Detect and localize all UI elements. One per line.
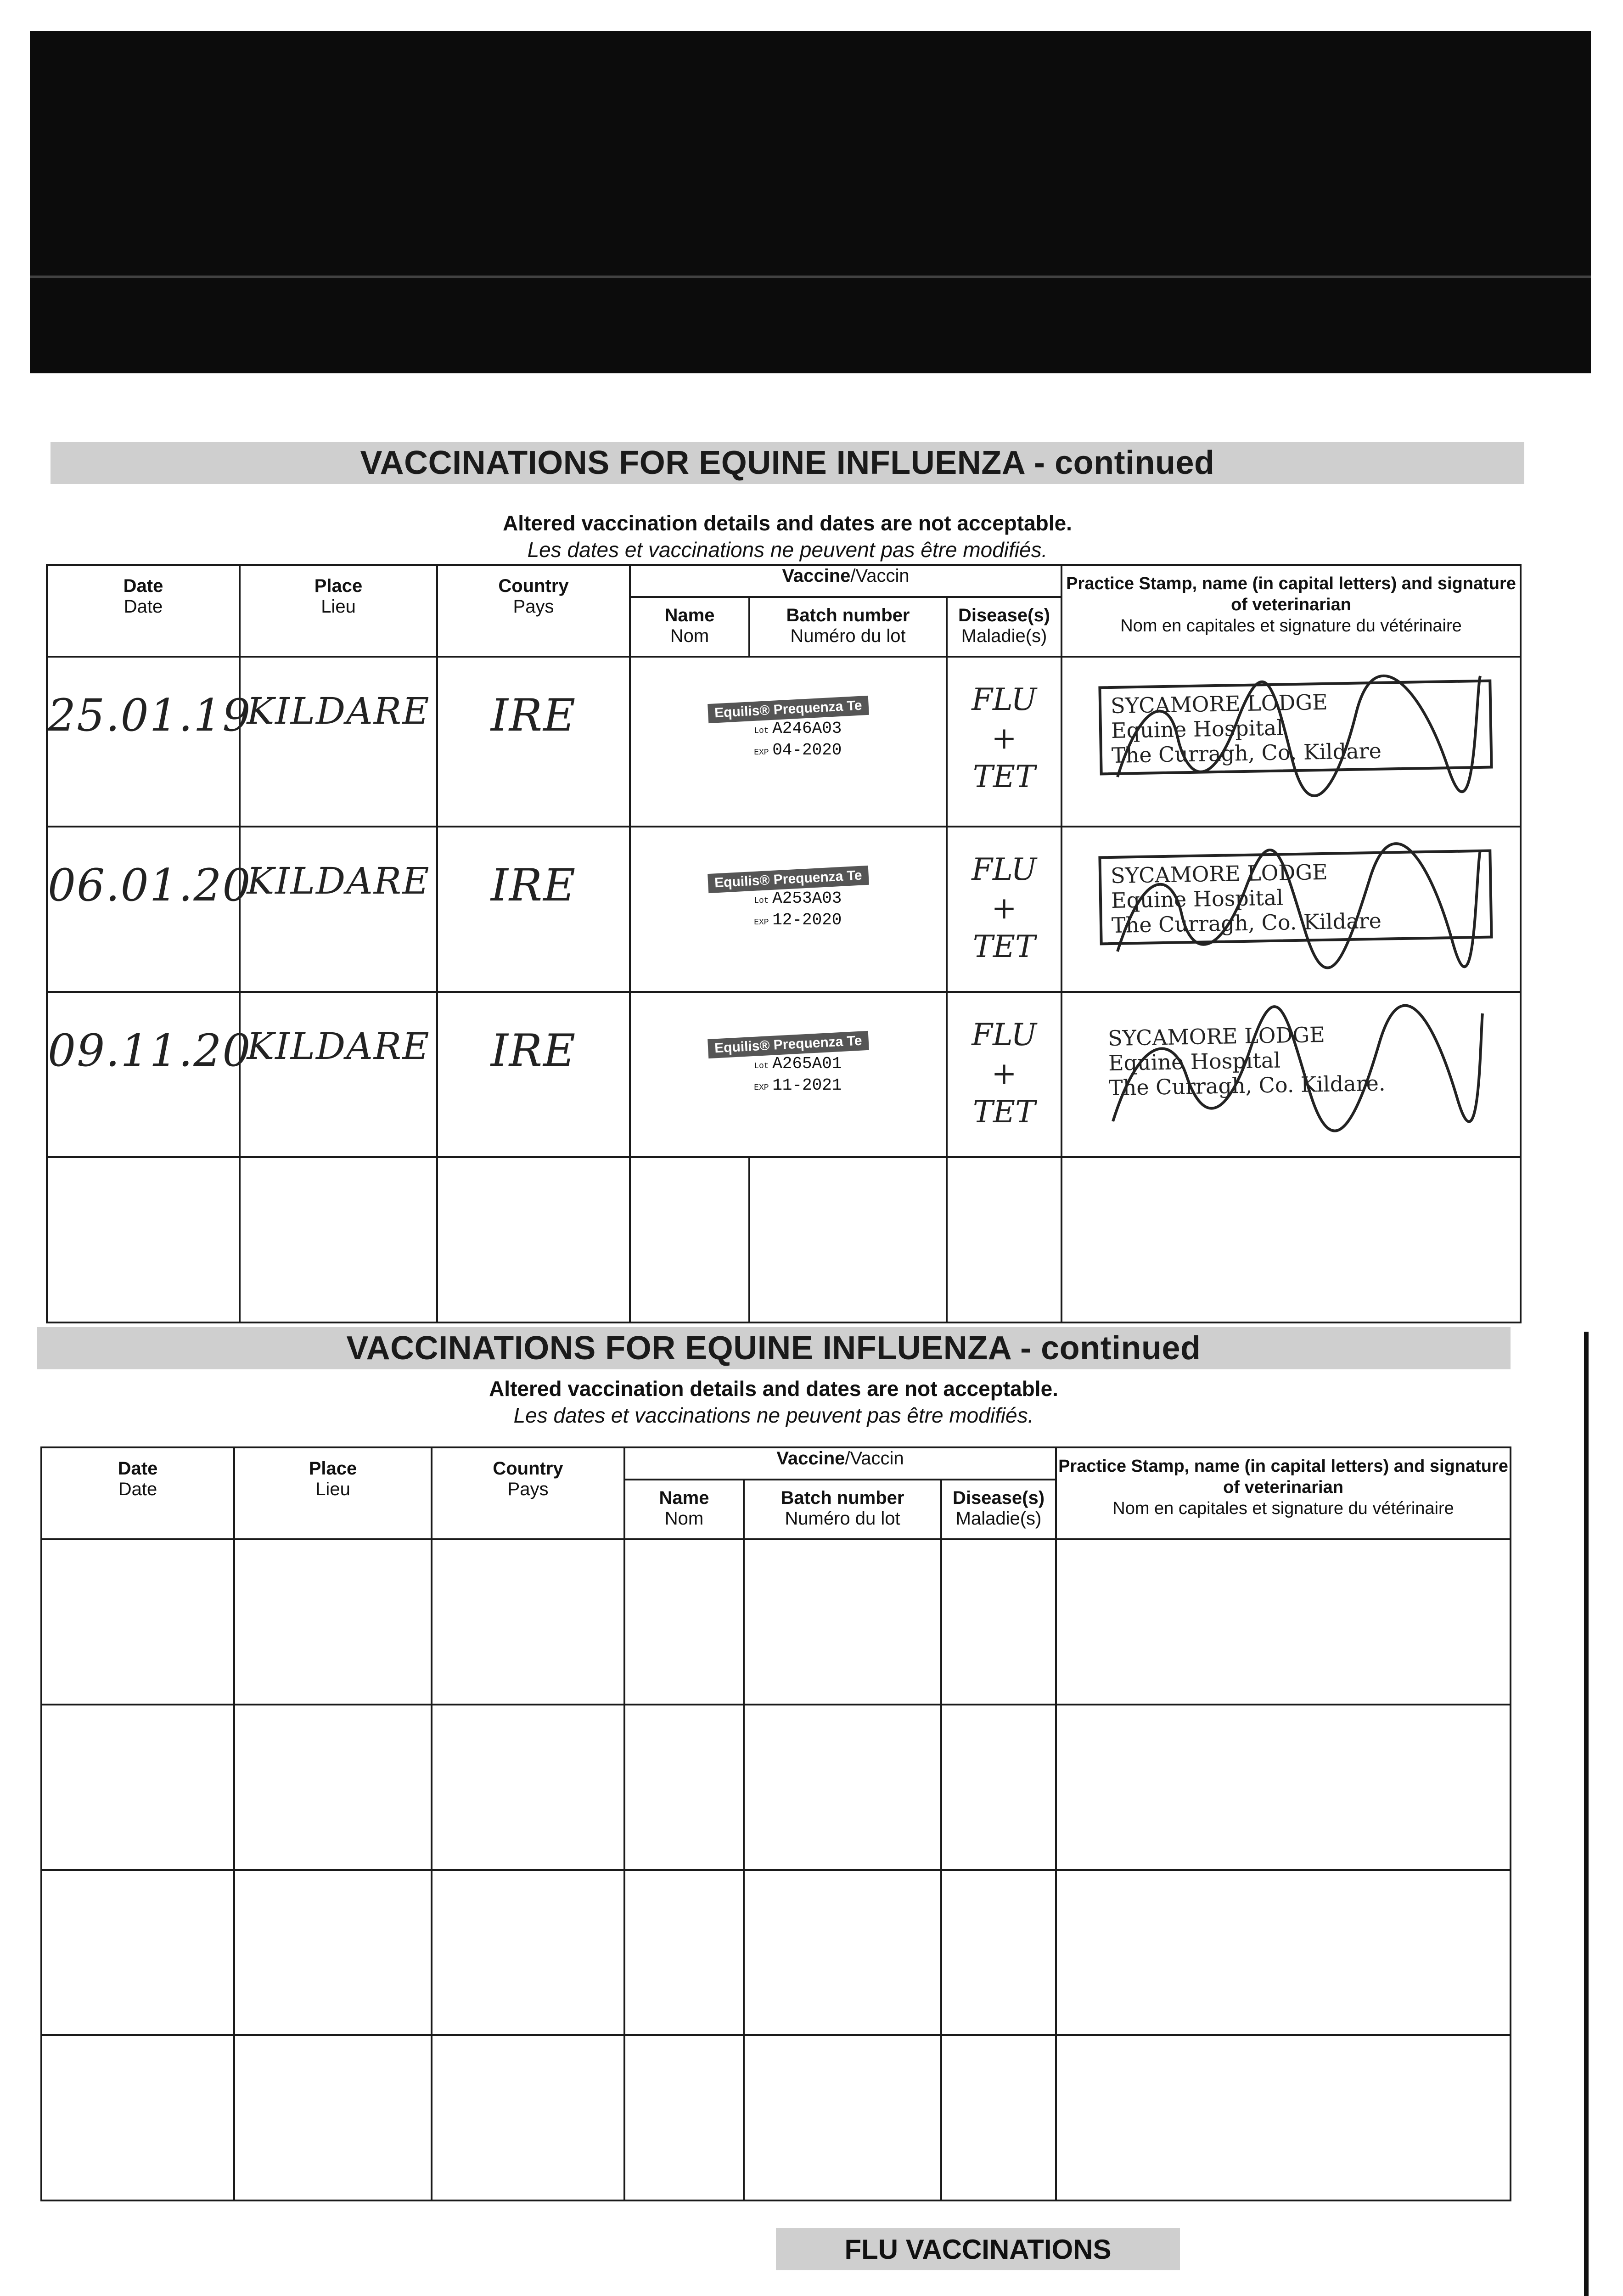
stamp-line-1: SYCAMORE LODGE bbox=[1110, 689, 1328, 719]
section1-notice-en: Altered vaccination details and dates are not acceptable. bbox=[503, 511, 1072, 535]
empty-cell bbox=[41, 2035, 234, 2200]
empty-cell bbox=[234, 2035, 432, 2200]
empty-cell bbox=[744, 1870, 941, 2035]
section2-notice-fr: Les dates et vaccinations ne peuvent pas être modifiés. bbox=[513, 1403, 1034, 1427]
empty-cell bbox=[744, 1539, 941, 1705]
record-date-cell bbox=[47, 657, 252, 827]
header-batch-en: Batch number bbox=[781, 1488, 904, 1508]
vaccine-sticker-batch bbox=[745, 1054, 869, 1076]
empty-cell bbox=[941, 1870, 1056, 2035]
header-batch bbox=[749, 597, 947, 657]
disease-line-2: + bbox=[991, 720, 1017, 756]
vaccine-sticker-name: Equilis® Prequenza Te bbox=[708, 696, 869, 723]
header-batch-fr: Numéro du lot bbox=[790, 626, 906, 646]
record-stamp-cell bbox=[1061, 992, 1521, 1157]
header-disease-fr: Maladie(s) bbox=[961, 626, 1047, 646]
vaccine-sticker-batch bbox=[745, 719, 869, 741]
header-country bbox=[432, 1447, 624, 1539]
header-stamp-fr: Nom en capitales et signature du vétérinaire bbox=[1120, 616, 1462, 636]
empty-cell bbox=[240, 1157, 437, 1322]
header-place-fr: Lieu bbox=[315, 1479, 350, 1499]
table-row bbox=[47, 657, 1521, 827]
disease-line-3: TET bbox=[972, 1094, 1036, 1130]
table-row-empty bbox=[41, 1539, 1511, 1705]
record-disease bbox=[948, 681, 1061, 796]
table-row-empty bbox=[41, 2035, 1511, 2200]
header-name-fr: Nom bbox=[670, 626, 709, 646]
record-place: KILDARE bbox=[247, 860, 430, 902]
empty-cell bbox=[630, 1157, 749, 1322]
stamp-line-1: SYCAMORE LODGE bbox=[1107, 1022, 1325, 1051]
header-vaccine bbox=[624, 1447, 1056, 1480]
vaccine-sticker bbox=[708, 867, 869, 932]
record-vaccine-label-cell bbox=[630, 657, 947, 827]
empty-cell bbox=[234, 1705, 432, 1870]
header-place bbox=[234, 1447, 432, 1539]
header-name bbox=[630, 597, 749, 657]
footer-banner-text: FLU VACCINATIONS bbox=[844, 2234, 1112, 2265]
empty-cell bbox=[437, 1157, 630, 1322]
record-date: 06.01.20 bbox=[48, 860, 252, 911]
header-batch-fr: Numéro du lot bbox=[785, 1508, 900, 1529]
lot-label: Lot bbox=[754, 896, 769, 906]
header-disease-en: Disease(s) bbox=[952, 1488, 1045, 1508]
redaction-scan-line bbox=[30, 276, 1591, 278]
disease-line-3: TET bbox=[972, 929, 1036, 964]
lot-label: Lot bbox=[754, 726, 769, 736]
empty-cell bbox=[432, 1870, 624, 2035]
vaccination-table-2 bbox=[40, 1446, 1511, 2201]
record-stamp-cell bbox=[1061, 657, 1521, 827]
disease-line-1: FLU bbox=[972, 1017, 1037, 1052]
empty-cell bbox=[41, 1870, 234, 2035]
header-disease bbox=[941, 1480, 1056, 1539]
empty-cell bbox=[749, 1157, 947, 1322]
vaccine-sticker-expiry bbox=[745, 911, 869, 932]
header-batch-en: Batch number bbox=[786, 605, 910, 625]
header-vaccine bbox=[630, 565, 1061, 597]
record-date: 25.01.19 bbox=[48, 690, 252, 741]
header-country bbox=[437, 565, 630, 657]
record-disease-cell bbox=[947, 992, 1061, 1157]
record-country: IRE bbox=[490, 1025, 577, 1076]
vet-signature bbox=[1099, 667, 1485, 805]
empty-cell bbox=[234, 1870, 432, 2035]
vaccine-sticker-expiry bbox=[745, 1076, 869, 1097]
vaccine-sticker-batch bbox=[745, 889, 869, 911]
section2-notice-en: Altered vaccination details and dates are not acceptable. bbox=[489, 1377, 1058, 1401]
empty-cell bbox=[47, 1157, 240, 1322]
header-name bbox=[624, 1480, 744, 1539]
header-vaccine-fr: /Vaccin bbox=[850, 566, 910, 586]
empty-cell bbox=[744, 1705, 941, 1870]
empty-cell bbox=[1056, 1705, 1511, 1870]
empty-cell bbox=[1056, 1539, 1511, 1705]
vaccine-sticker-name: Equilis® Prequenza Te bbox=[708, 866, 869, 893]
batch-number: A265A01 bbox=[772, 1054, 842, 1073]
stamp-line-1: SYCAMORE LODGE bbox=[1110, 859, 1328, 889]
record-disease-cell bbox=[947, 827, 1061, 992]
disease-line-1: FLU bbox=[972, 852, 1037, 887]
section2-notice bbox=[37, 1375, 1511, 1429]
empty-cell bbox=[41, 1705, 234, 1870]
header-place-en: Place bbox=[314, 576, 363, 596]
record-place-cell bbox=[240, 657, 437, 827]
section2-banner bbox=[37, 1327, 1511, 1369]
empty-cell bbox=[432, 1539, 624, 1705]
table-row bbox=[47, 827, 1521, 992]
table-row-empty bbox=[41, 1870, 1511, 2035]
expiry-date: 04-2020 bbox=[772, 741, 842, 760]
record-date-cell bbox=[47, 827, 252, 992]
section1-banner-text: VACCINATIONS FOR EQUINE INFLUENZA - continued bbox=[360, 445, 1215, 481]
header-country-fr: Pays bbox=[513, 597, 554, 617]
header-country-en: Country bbox=[493, 1458, 563, 1479]
stamp-line-2: Equine Hospital bbox=[1111, 715, 1284, 743]
record-vaccine-label-cell bbox=[630, 827, 947, 992]
header-disease-fr: Maladie(s) bbox=[955, 1508, 1042, 1529]
record-country: IRE bbox=[490, 690, 577, 741]
exp-label: EXP bbox=[754, 918, 769, 927]
header-stamp bbox=[1061, 565, 1521, 657]
record-country-cell bbox=[437, 657, 630, 827]
header-date-en: Date bbox=[123, 576, 163, 596]
record-country: IRE bbox=[490, 860, 577, 911]
vaccine-sticker-expiry bbox=[745, 741, 869, 762]
empty-cell bbox=[947, 1157, 1061, 1322]
header-vaccine-en: Vaccine bbox=[776, 1448, 845, 1469]
record-place: KILDARE bbox=[247, 690, 430, 732]
header-stamp bbox=[1056, 1447, 1511, 1539]
empty-cell bbox=[624, 1870, 744, 2035]
exp-label: EXP bbox=[754, 1083, 769, 1092]
empty-cell bbox=[941, 2035, 1056, 2200]
empty-cell bbox=[1056, 1870, 1511, 2035]
header-batch bbox=[744, 1480, 941, 1539]
header-date bbox=[41, 1447, 234, 1539]
section2-banner-text: VACCINATIONS FOR EQUINE INFLUENZA - continued bbox=[346, 1330, 1201, 1367]
empty-cell bbox=[432, 2035, 624, 2200]
batch-number: A253A03 bbox=[772, 889, 842, 908]
vaccination-table-1 bbox=[46, 564, 1522, 1323]
empty-cell bbox=[1061, 1157, 1521, 1322]
table-row-empty bbox=[41, 1705, 1511, 1870]
empty-cell bbox=[744, 2035, 941, 2200]
disease-line-2: + bbox=[991, 890, 1017, 926]
lot-label: Lot bbox=[754, 1062, 769, 1071]
header-date-fr: Date bbox=[118, 1479, 157, 1499]
expiry-date: 12-2020 bbox=[772, 911, 842, 929]
header-stamp-en: Practice Stamp, name (in capital letters) and signature of veterinarian bbox=[1066, 574, 1516, 614]
scan-edge-line bbox=[1584, 1332, 1589, 2296]
record-place-cell bbox=[240, 992, 437, 1157]
redacted-block bbox=[30, 31, 1591, 373]
header-place-fr: Lieu bbox=[321, 597, 356, 617]
record-disease bbox=[948, 850, 1061, 966]
empty-cell bbox=[624, 1705, 744, 1870]
record-disease-cell bbox=[947, 657, 1061, 827]
section1-notice bbox=[51, 510, 1524, 563]
empty-cell bbox=[1056, 2035, 1511, 2200]
empty-cell bbox=[624, 2035, 744, 2200]
empty-cell bbox=[941, 1705, 1056, 1870]
record-country-cell bbox=[437, 992, 630, 1157]
header-place-en: Place bbox=[309, 1458, 357, 1479]
vet-signature bbox=[1099, 837, 1485, 974]
record-country-cell bbox=[437, 827, 630, 992]
vaccine-sticker bbox=[708, 1035, 869, 1097]
exp-label: EXP bbox=[754, 748, 769, 757]
header-name-en: Name bbox=[664, 605, 715, 625]
table-row bbox=[47, 992, 1521, 1157]
header-vaccine-en: Vaccine bbox=[782, 566, 851, 586]
record-date: 09.11.20 bbox=[48, 1025, 252, 1076]
record-vaccine-label-cell bbox=[630, 992, 947, 1157]
section1-notice-fr: Les dates et vaccinations ne peuvent pas être modifiés. bbox=[527, 538, 1048, 562]
stamp-line-3: The Curragh, Co. Kildare. bbox=[1108, 1070, 1386, 1101]
empty-cell bbox=[41, 1539, 234, 1705]
disease-line-1: FLU bbox=[972, 682, 1037, 717]
stamp-line-3: The Curragh, Co. Kildare bbox=[1111, 738, 1382, 768]
vaccine-sticker-name: Equilis® Prequenza Te bbox=[708, 1031, 869, 1058]
header-date-fr: Date bbox=[124, 597, 163, 617]
header-date bbox=[47, 565, 240, 657]
header-disease bbox=[947, 597, 1061, 657]
batch-number: A246A03 bbox=[772, 719, 842, 738]
table-row-empty bbox=[47, 1157, 1521, 1322]
header-stamp-fr: Nom en capitales et signature du vétérinaire bbox=[1112, 1499, 1454, 1518]
record-stamp-cell bbox=[1061, 827, 1521, 992]
expiry-date: 11-2021 bbox=[772, 1076, 842, 1095]
record-place: KILDARE bbox=[247, 1025, 430, 1068]
header-stamp-en: Practice Stamp, name (in capital letters) and signature of veterinarian bbox=[1058, 1457, 1508, 1497]
stamp-line-2: Equine Hospital bbox=[1111, 885, 1284, 913]
disease-line-2: + bbox=[991, 1056, 1017, 1091]
header-disease-en: Disease(s) bbox=[958, 605, 1050, 625]
section1-banner bbox=[51, 442, 1524, 484]
header-vaccine-fr: /Vaccin bbox=[845, 1448, 904, 1469]
stamp-line-3: The Curragh, Co. Kildare bbox=[1111, 908, 1382, 938]
empty-cell bbox=[432, 1705, 624, 1870]
header-place bbox=[240, 565, 437, 657]
record-disease bbox=[948, 1016, 1061, 1131]
header-date-en: Date bbox=[118, 1458, 158, 1479]
header-country-fr: Pays bbox=[507, 1479, 549, 1499]
header-name-en: Name bbox=[659, 1488, 709, 1508]
record-date-cell bbox=[47, 992, 252, 1157]
stamp-line-2: Equine Hospital bbox=[1108, 1047, 1281, 1076]
empty-cell bbox=[234, 1539, 432, 1705]
disease-line-3: TET bbox=[972, 759, 1036, 794]
empty-cell bbox=[624, 1539, 744, 1705]
header-name-fr: Nom bbox=[664, 1508, 704, 1529]
record-place-cell bbox=[240, 827, 437, 992]
header-country-en: Country bbox=[498, 576, 569, 596]
vet-signature bbox=[1099, 1002, 1485, 1140]
empty-cell bbox=[941, 1539, 1056, 1705]
vaccine-sticker bbox=[708, 700, 869, 762]
footer-banner bbox=[776, 2228, 1180, 2270]
